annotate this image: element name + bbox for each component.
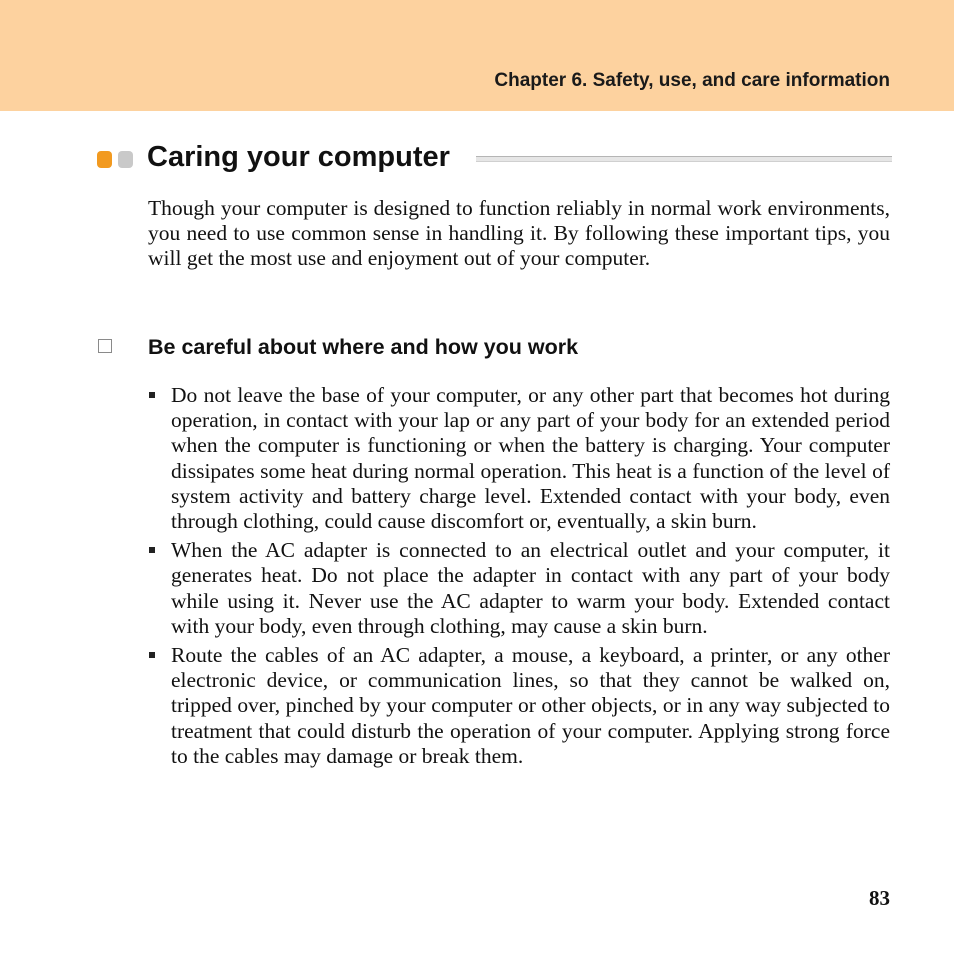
orange-square-icon — [97, 151, 112, 168]
bullet-icon — [149, 547, 155, 553]
bullet-text: Route the cables of an AC adapter, a mouse, a keyboard, a printer, or any other electronic device, or communication lines, so that they cannot be walked on, tripped over, pinched by your computer or other objects, or in any way subjected to treatment that could disturb the operation of your computer. Applying strong force to the cables may damage or break them. — [171, 643, 890, 768]
intro-paragraph: Though your computer is designed to function reliably in normal work environments, you need to use common sense in handling it. By following these important tips, you will get the most use and enjoyment out of your computer. — [148, 196, 890, 271]
bullet-text: When the AC adapter is connected to an electrical outlet and your computer, it generates heat. Do not place the adapter in contact with any part of your body while using it. Never use the AC adapter to warm your body. Extended contact with your body, even through clothing, may cause a skin burn. — [171, 538, 890, 638]
section-heading — [96, 138, 892, 178]
page-number: 83 — [869, 886, 890, 910]
square-bullet-icon — [98, 339, 112, 353]
bullet-list — [148, 383, 890, 773]
bullet-icon — [149, 652, 155, 658]
chapter-header-band — [0, 0, 954, 111]
gray-square-icon — [118, 151, 133, 168]
list-item — [148, 643, 890, 769]
subsection-title: Be careful about where and how you work — [148, 335, 579, 359]
bullet-icon — [149, 392, 155, 398]
subsection-heading — [96, 333, 892, 363]
section-title: Caring your computer — [147, 141, 450, 173]
bullet-text: Do not leave the base of your computer, or any other part that becomes hot during operation, in contact with your lap or any part of your body for an extended period when the computer is functioning or when the battery is charging. Your computer dissipates some heat during normal operation. This heat is a function of the level of system activity and battery charge level. Extended contact with your body, even through clothing, could cause discomfort or, eventually, a skin burn. — [171, 383, 890, 534]
list-item — [148, 538, 890, 639]
list-item — [148, 383, 890, 534]
title-rule-divider — [476, 156, 892, 162]
chapter-title: Chapter 6. Safety, use, and care information — [494, 70, 890, 91]
